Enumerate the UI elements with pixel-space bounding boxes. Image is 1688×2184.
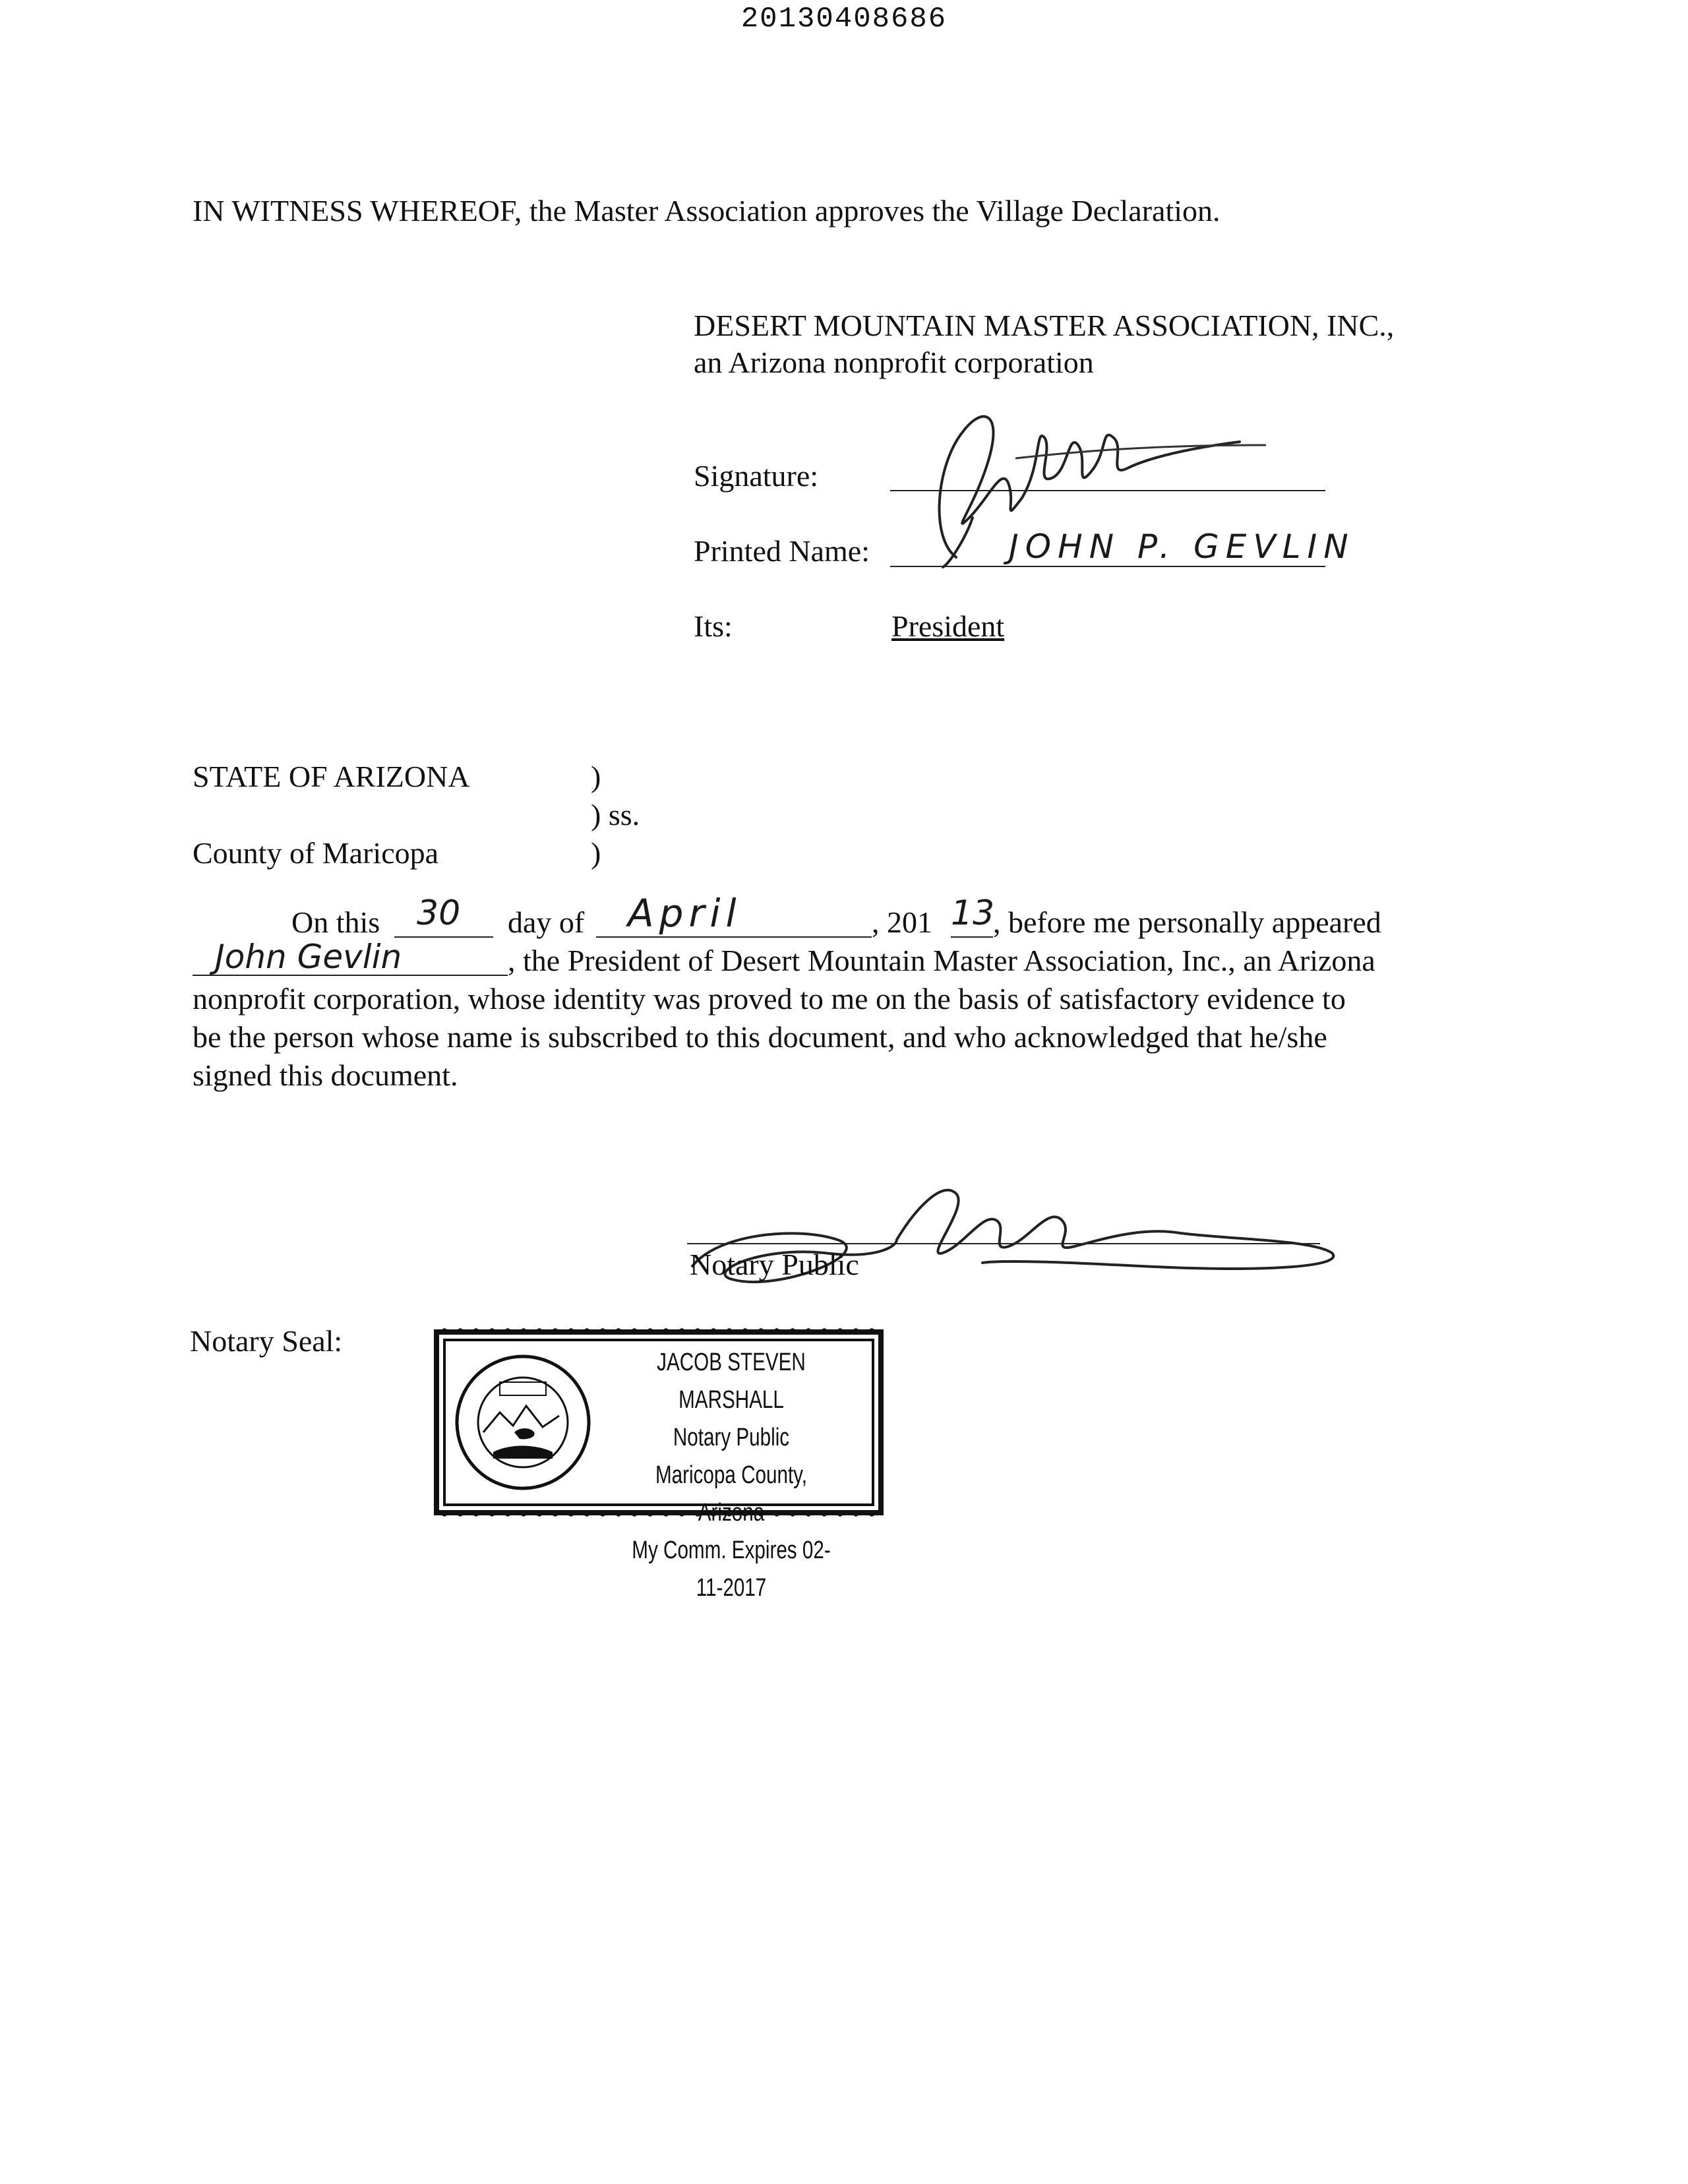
acknowledgment-paragraph bbox=[193, 891, 1485, 1095]
great-seal-icon bbox=[454, 1353, 592, 1492]
notary-seal-label: Notary Seal: bbox=[190, 1324, 343, 1358]
year-prefix-text: , 201 bbox=[872, 905, 932, 939]
venue-ss: ) ss. bbox=[591, 798, 640, 832]
printed-name-line bbox=[890, 566, 1325, 567]
year-line bbox=[951, 936, 993, 938]
document-number: 20130408686 bbox=[740, 3, 948, 36]
year-handwritten: 13 bbox=[951, 894, 995, 933]
its-value: President bbox=[891, 609, 1005, 643]
stamp-notary-title: Notary Public bbox=[673, 1424, 790, 1451]
printed-name-handwritten: JOHN P. GEVLIN bbox=[1009, 528, 1355, 566]
venue-state: STATE OF ARIZONA bbox=[193, 760, 470, 793]
stamp-notary-county: Maricopa County, Arizona bbox=[655, 1461, 808, 1527]
signature-label: Signature: bbox=[694, 459, 819, 493]
stamp-notary-name: JACOB STEVEN MARSHALL bbox=[657, 1349, 806, 1414]
venue-paren-1: ) bbox=[591, 760, 601, 793]
its-label: Its: bbox=[694, 609, 733, 643]
venue-county: County of Maricopa bbox=[193, 836, 439, 870]
association-description: an Arizona nonprofit corporation bbox=[694, 346, 1094, 379]
day-of-text: day of bbox=[508, 905, 585, 939]
acknowledgment-line-5: signed this document. bbox=[193, 1058, 458, 1092]
witness-statement: IN WITNESS WHEREOF, the Master Association approves the Village Declaration. bbox=[193, 194, 1221, 228]
month-handwritten: April bbox=[628, 891, 742, 936]
line2-rest-text: , the President of Desert Mountain Master Association, Inc., an Arizona bbox=[508, 944, 1375, 977]
acknowledgment-line-4: be the person whose name is subscribed to this document, and who acknowledged that he/she bbox=[193, 1020, 1327, 1054]
name-handwritten: John Gevlin bbox=[215, 938, 402, 976]
acknowledgment-line-1 bbox=[193, 891, 1485, 942]
stamp-commission-expires: My Comm. Expires 02-11-2017 bbox=[632, 1536, 831, 1602]
association-name: DESERT MOUNTAIN MASTER ASSOCIATION, INC., bbox=[694, 309, 1395, 342]
month-line bbox=[596, 936, 872, 938]
acknowledgment-line-2 bbox=[193, 938, 1485, 980]
on-this-text: On this bbox=[291, 905, 380, 939]
venue-paren-3: ) bbox=[591, 836, 601, 870]
notary-stamp bbox=[431, 1327, 886, 1602]
day-line bbox=[394, 936, 493, 938]
printed-name-label: Printed Name: bbox=[694, 534, 870, 568]
before-me-text: , before me personally appeared bbox=[993, 905, 1381, 939]
day-handwritten: 30 bbox=[417, 894, 461, 933]
notary-public-label: Notary Public bbox=[690, 1248, 859, 1281]
acknowledgment-line-3: nonprofit corporation, whose identity was proved to me on the basis of satisfactory evidence to bbox=[193, 982, 1346, 1016]
